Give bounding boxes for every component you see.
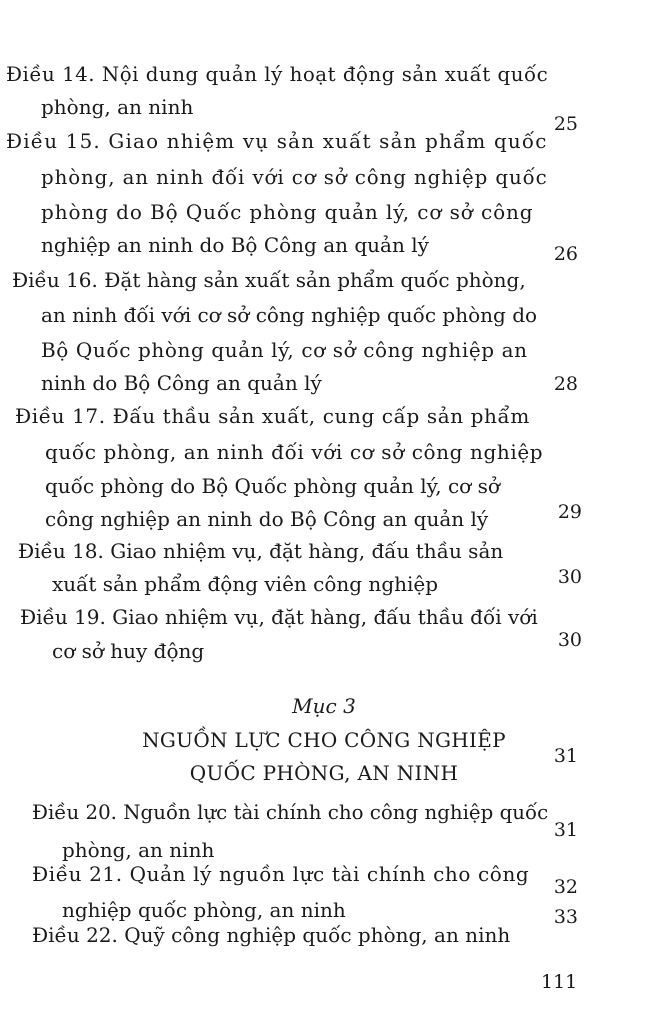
toc-entry-line: Điều 22. Quỹ công nghiệp quốc phòng, an ninh [32, 923, 511, 947]
section-title-line: QUỐC PHÒNG, AN NINH [189, 761, 459, 785]
toc-entry-line: quốc phòng do Bộ Quốc phòng quản lý, cơ sở [45, 474, 500, 498]
toc-entry-line: Điều 14. Nội dung quản lý hoạt động sản xuất quốc [6, 62, 549, 86]
toc-page-number: 33 [553, 906, 578, 928]
toc-entry-line: Điều 20. Nguồn lực tài chính cho công nghiệp quốc [32, 800, 549, 824]
toc-entry-line: quốc phòng, an ninh đối với cơ sở công nghiệp [45, 440, 544, 464]
toc-entry-line: phòng, an ninh [41, 95, 194, 119]
section-label: Mục 3 [292, 694, 356, 718]
toc-entry-line: Điều 18. Giao nhiệm vụ, đặt hàng, đấu thầu sản [18, 539, 504, 563]
toc-entry-line: phòng, an ninh đối với cơ sở công nghiệp quốc [41, 165, 548, 189]
toc-entry-line: ninh do Bộ Công an quản lý [41, 371, 322, 395]
folio-page-number: 111 [541, 971, 578, 993]
toc-entry-line: công nghiệp an ninh do Bộ Công an quản lý [45, 507, 489, 531]
toc-entry-line: Bộ Quốc phòng quản lý, cơ sở công nghiệp an [41, 338, 528, 362]
toc-entry-line: Điều 16. Đặt hàng sản xuất sản phẩm quốc phòng, [12, 268, 526, 292]
toc-entry-line: Điều 19. Giao nhiệm vụ, đặt hàng, đấu thầu đối với [20, 605, 538, 629]
toc-entry-line: phòng, an ninh [62, 838, 215, 862]
toc-entry-line: xuất sản phẩm động viên công nghiệp [52, 572, 439, 596]
toc-page-number: 30 [557, 629, 582, 651]
toc-page-number: 31 [553, 745, 578, 767]
toc-page-number: 30 [557, 566, 582, 588]
section-title-line: NGUỒN LỰC CHO CÔNG NGHIỆP [142, 728, 506, 752]
toc-page-number: 31 [553, 819, 578, 841]
toc-entry-line: Điều 15. Giao nhiệm vụ sản xuất sản phẩm quốc [6, 129, 548, 153]
toc-entry-line: cơ sở huy động [52, 639, 205, 663]
toc-page-number: 26 [553, 243, 578, 265]
toc-entry-line: nghiệp quốc phòng, an ninh [62, 898, 346, 922]
toc-page-number: 29 [557, 501, 582, 523]
toc-entry-line: an ninh đối với cơ sở công nghiệp quốc phòng do [41, 303, 538, 327]
toc-entry-line: nghiệp an ninh do Bộ Công an quản lý [41, 233, 429, 257]
toc-entry-line: Điều 17. Đấu thầu sản xuất, cung cấp sản phẩm [15, 404, 530, 428]
toc-entry-line: Điều 21. Quản lý nguồn lực tài chính cho công [32, 862, 530, 886]
toc-page-number: 32 [553, 876, 578, 898]
toc-page-number: 28 [553, 373, 578, 395]
toc-entry-line: phòng do Bộ Quốc phòng quản lý, cơ sở công [41, 200, 534, 224]
toc-page-number: 25 [553, 113, 578, 135]
